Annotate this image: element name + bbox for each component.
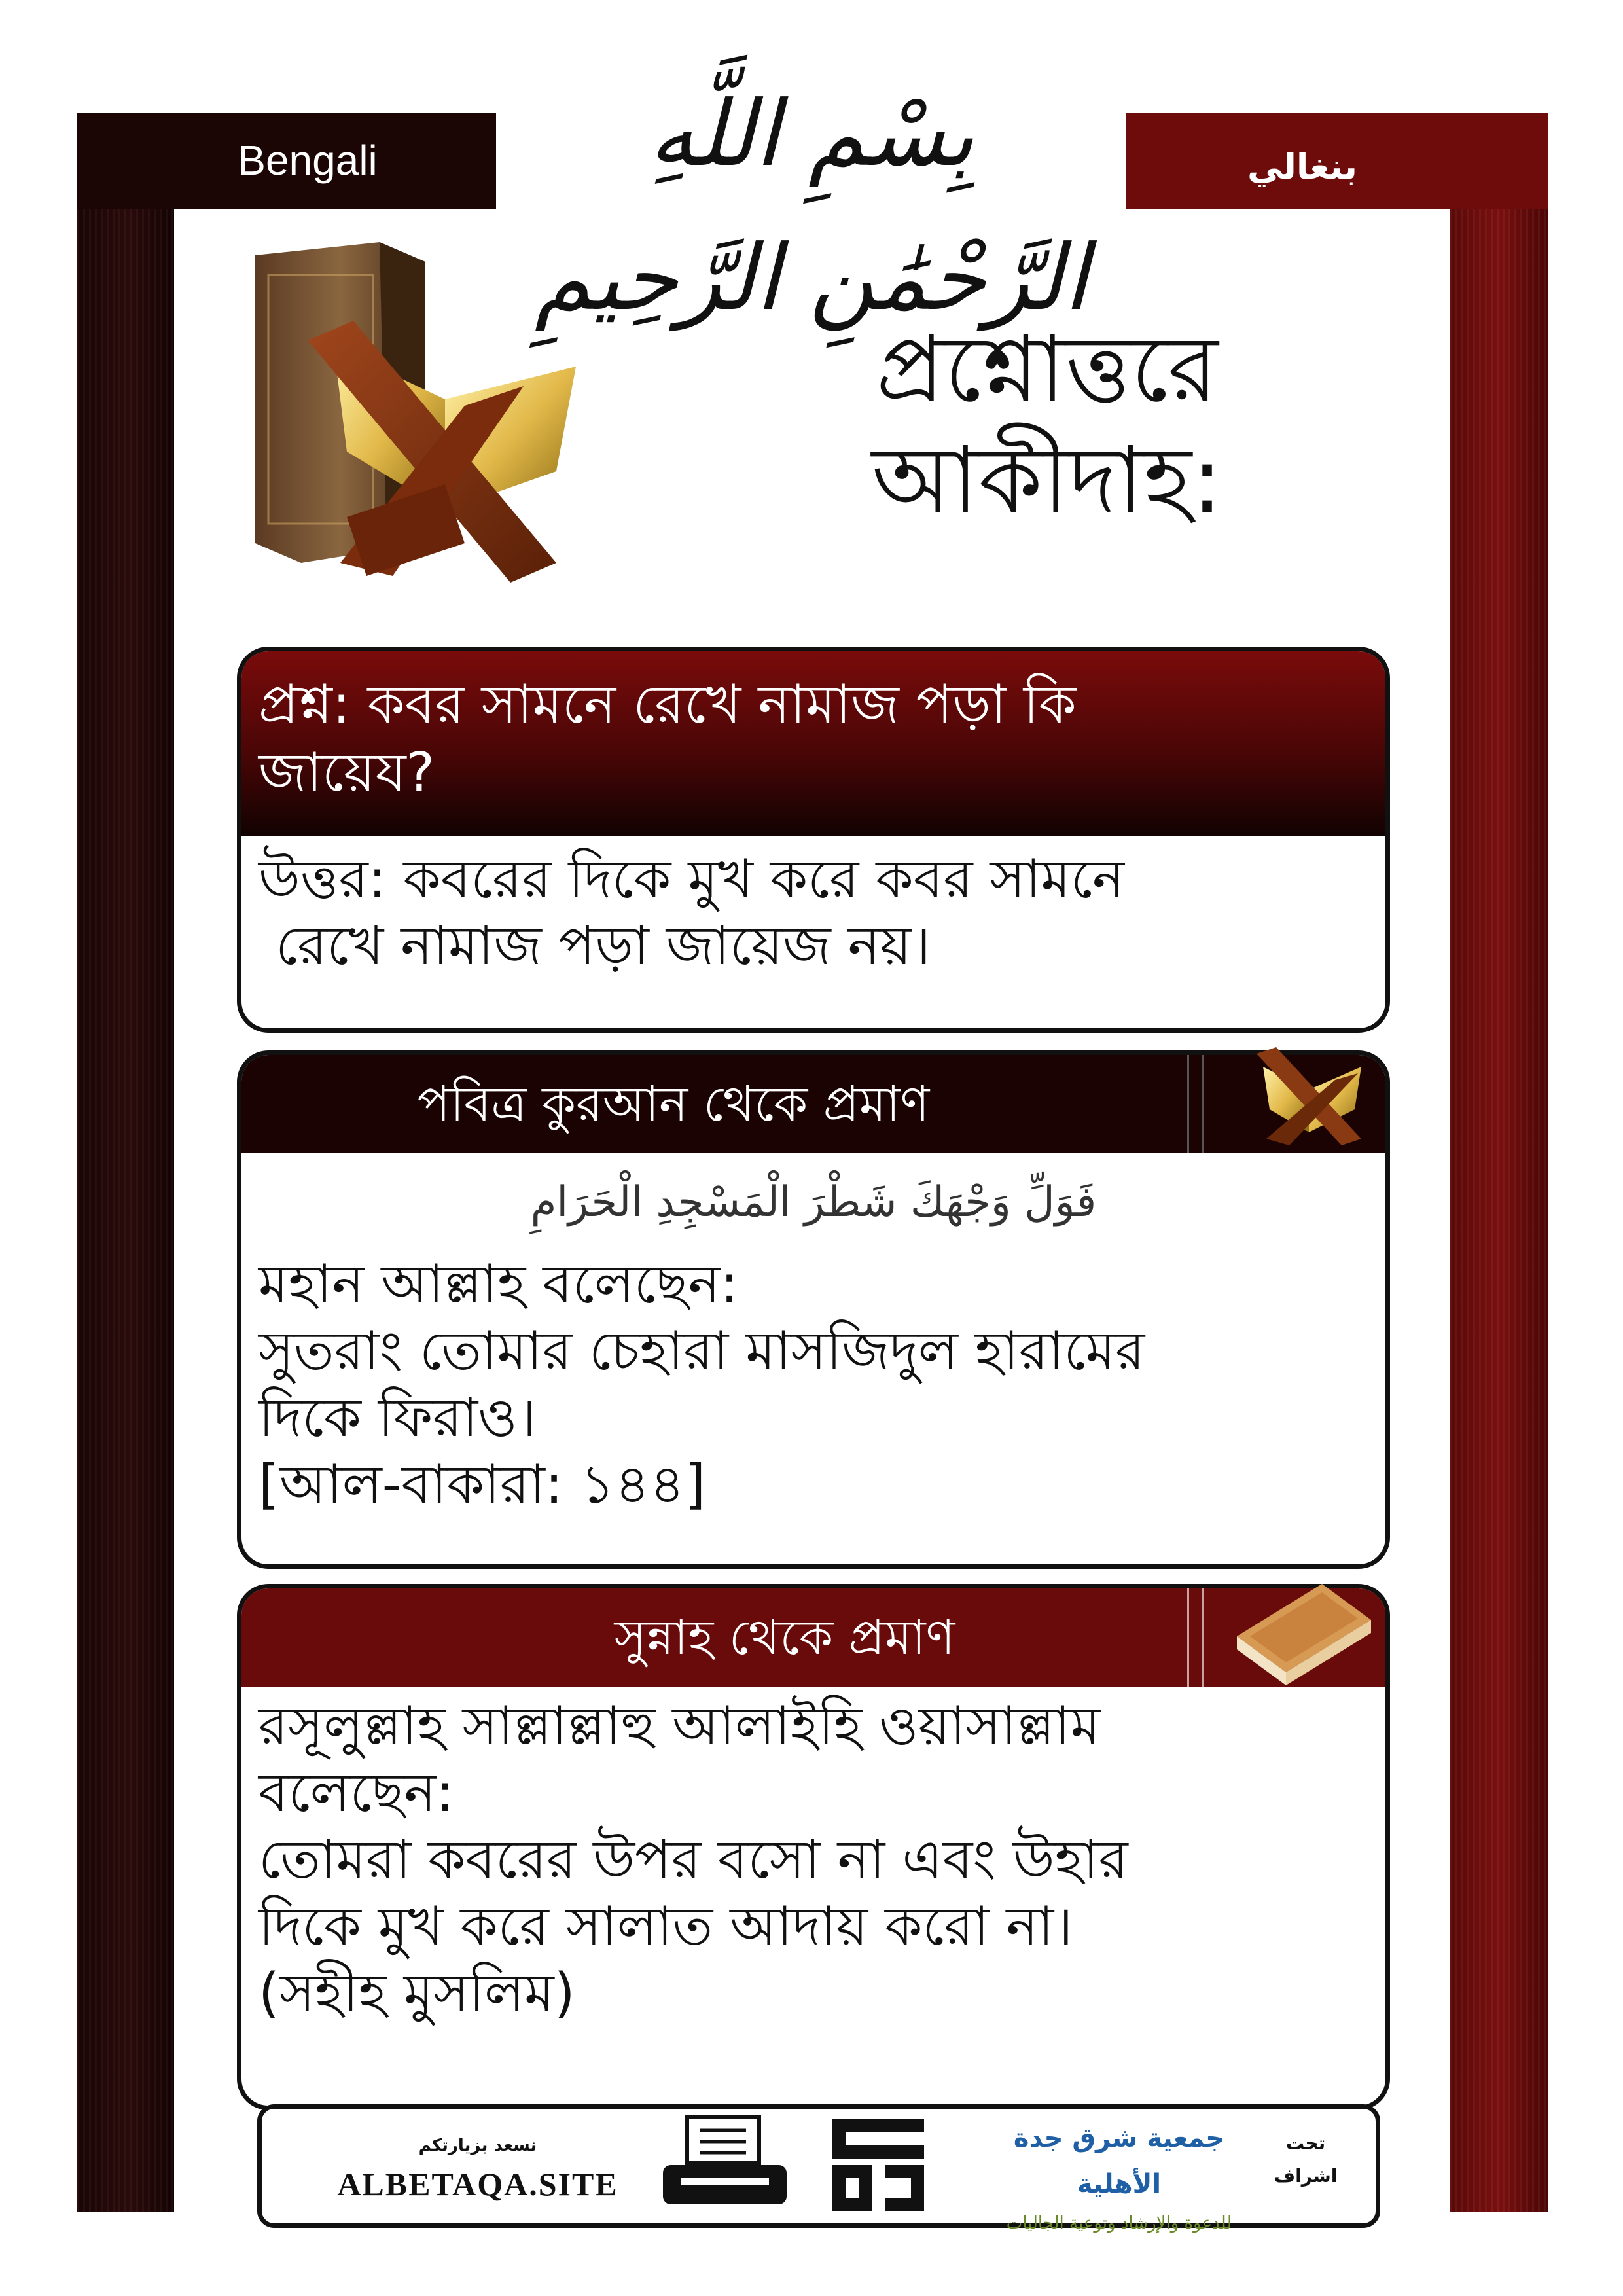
frame-right-texture bbox=[1450, 113, 1548, 2212]
page-title-line1: প্রশ্নোত্তরে bbox=[876, 316, 1219, 423]
quran-evidence-header bbox=[241, 1055, 1385, 1153]
question-header bbox=[241, 651, 1385, 836]
dawah-logo-icon bbox=[826, 2113, 931, 2217]
sunnah-line3: তোমরা কবরের উপর বসো না এবং উহার bbox=[259, 1829, 1128, 1891]
organization-line2: للدعوة والإرشاد وتوعية الجاليات bbox=[1006, 2214, 1232, 2233]
sunnah-line2: বলেছেন: bbox=[259, 1762, 454, 1824]
quran-line2: সুতরাং তোমার চেহারা মাসজিদুল হারামের bbox=[259, 1320, 1145, 1382]
supervision-line2: اشراف bbox=[1274, 2165, 1338, 2187]
answer-text bbox=[259, 846, 1371, 980]
sunnah-line1: রসূলুল্লাহ সাল্লাল্লাহু আলাইহি ওয়াসাল্লাম bbox=[259, 1695, 1101, 1757]
quran-evidence-heading: পবিত্র কুরআন থেকে প্রমাণ bbox=[417, 1076, 930, 1132]
footer-visit-text: نسعد بزيارتكم bbox=[418, 2136, 537, 2155]
quran-reference: [আল-বাকারা: ১৪৪] bbox=[259, 1454, 706, 1516]
page-title-line2: আকীদাহ: bbox=[871, 427, 1223, 534]
quran-evidence-card bbox=[237, 1050, 1390, 1569]
printer-icon[interactable] bbox=[658, 2114, 792, 2212]
question-card bbox=[237, 647, 1390, 1033]
organization-line1: جمعية شرق جدة الأهلية bbox=[1013, 2123, 1225, 2199]
supervision-line1: تحت bbox=[1285, 2132, 1326, 2154]
organization-name bbox=[985, 2115, 1253, 2233]
quran-line3: দিকে ফিরাও। bbox=[259, 1387, 537, 1449]
book-icon bbox=[1224, 1574, 1381, 1689]
sunnah-line4: দিকে মুখ করে সালাত আদায় করো না। bbox=[259, 1895, 1073, 1958]
question-line2: জায়েয? bbox=[259, 742, 435, 804]
basmala-calligraphy: بِسْمِ اللَّهِ الرَّحْمَٰنِ الرَّحِيمِ bbox=[535, 81, 1088, 331]
question-line1: প্রশ্ন: কবর সামনে রেখে নামাজ পড়া কি bbox=[259, 673, 1077, 736]
answer-line1: উত্তর: কবরের দিকে মুখ করে কবর সামনে bbox=[259, 848, 1124, 910]
header-divider bbox=[1187, 1588, 1204, 1687]
sunnah-evidence-header bbox=[241, 1588, 1385, 1687]
question-text bbox=[259, 671, 1371, 807]
answer-line2: রেখে নামাজ পড়া জায়েজ নয়। bbox=[259, 915, 931, 977]
footer-site-link[interactable]: ALBETAQA.SITE bbox=[337, 2166, 618, 2202]
supervision-label bbox=[1266, 2127, 1345, 2199]
quran-line1: মহান আল্লাহ বলেছেন: bbox=[259, 1253, 739, 1316]
quran-verse-arabic: فَوَلِّ وَجْهَكَ شَطْرَ الْمَسْجِدِ الْحَرَامِ bbox=[530, 1178, 1097, 1227]
frame-left-texture bbox=[77, 113, 174, 2212]
quran-stand-icon-small bbox=[1237, 1041, 1381, 1149]
sunnah-evidence-heading: সুন্নাহ থেকে প্রমাণ bbox=[614, 1609, 955, 1666]
sunnah-reference: (সহীহ মুসলিম) bbox=[259, 1962, 575, 2024]
quran-evidence-text bbox=[259, 1251, 1371, 1518]
quran-stand-icon bbox=[249, 236, 615, 602]
sunnah-evidence-text bbox=[259, 1693, 1371, 2027]
sunnah-evidence-card bbox=[237, 1584, 1390, 2110]
header-divider bbox=[1187, 1055, 1204, 1153]
language-label-arabic: بنغالي bbox=[1247, 146, 1357, 187]
page-title bbox=[720, 314, 1374, 563]
language-label-english: Bengali bbox=[238, 137, 378, 184]
